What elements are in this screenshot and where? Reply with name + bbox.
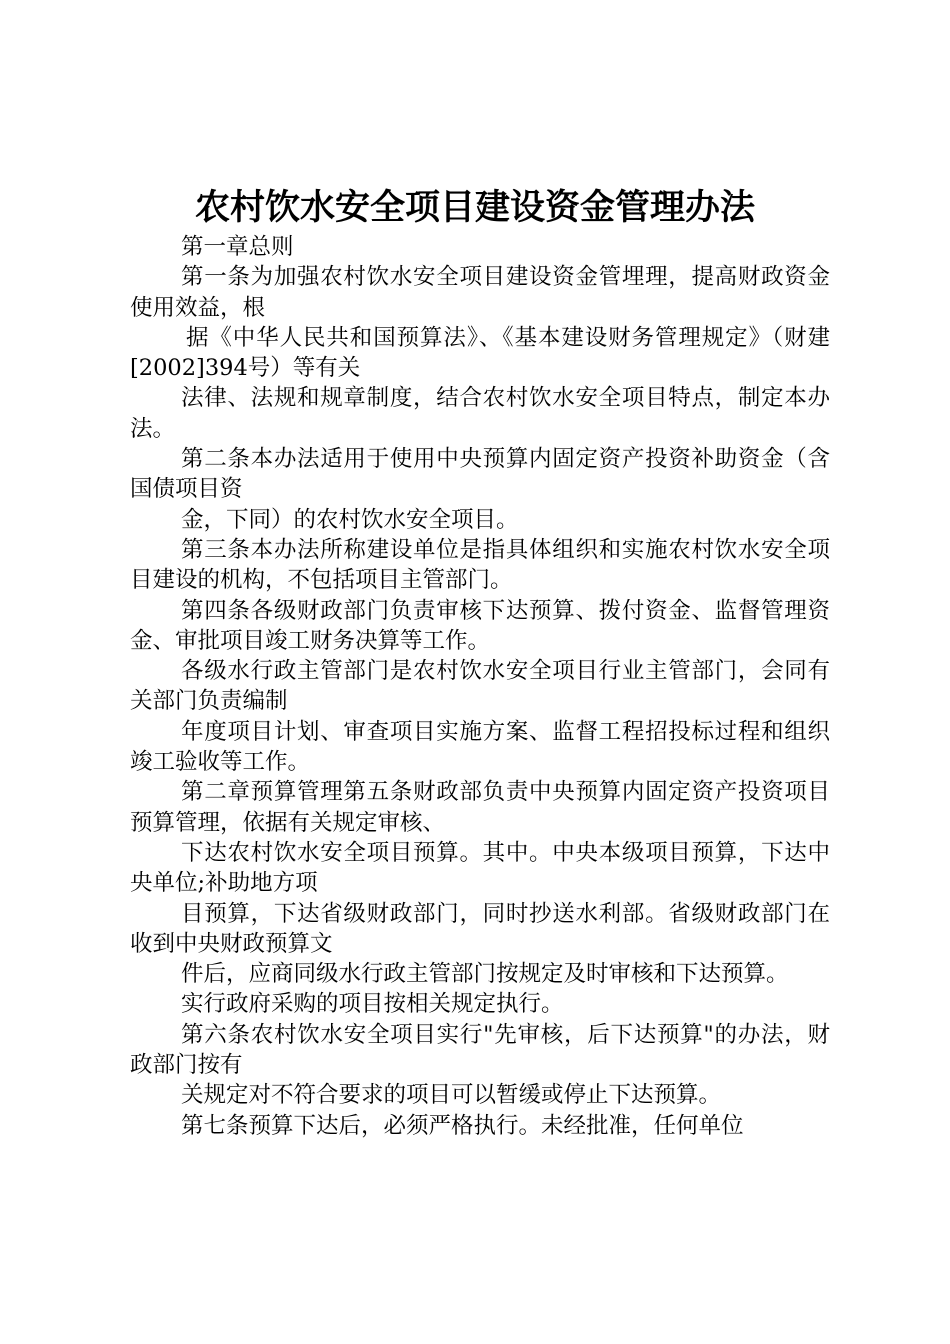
paragraph: 目预算，下达省级财政部门，同时抄送水利部。省级财政部门在收到中央财政预算文 — [130, 900, 830, 957]
paragraph: 金，下同）的农村饮水安全项目。 — [181, 506, 519, 533]
paragraph: 年度项目计划、审查项目实施方案、监督工程招投标过程和组织竣工验收等工作。 — [130, 718, 830, 776]
paragraph: 第二章预算管理第五条财政部负责中央预算内固定资产投资项目预算管理，依据有关规定审核、 — [130, 779, 830, 836]
document-title: 农村饮水安全项目建设资金管理办法 — [194, 187, 755, 228]
paragraph: 下达农村饮水安全项目预算。其中。中央本级项目预算，下达中央单位;补助地方项 — [130, 839, 830, 897]
paragraph: 关规定对不符合要求的项目可以暂缓或停止下达预算。 — [181, 1082, 722, 1109]
paragraph: 件后，应商同级水行政主管部门按规定及时审核和下达预算。 — [181, 961, 789, 988]
paragraph: 据《中华人民共和国预算法》、《基本建设财务管理规定》（财建[2002]394号）等有关 — [130, 324, 830, 382]
paragraph: 第一条为加强农村饮水安全项目建设资金管埋理，提高财政资金使用效益，根 — [130, 264, 830, 321]
paragraph: 第六条农村饮水安全项目实行"先审核，后下达预算"的办法，财政部门按有 — [130, 1021, 830, 1079]
paragraph: 第四条各级财政部门负责审核下达预算、拨付资金、监督管理资金、审批项目竣工财务决算等工作。 — [130, 597, 830, 654]
paragraph: 第一章总则 — [181, 234, 294, 260]
paragraph: 实行政府采购的项目按相关规定执行。 — [181, 991, 564, 1018]
paragraph: 第七条预算下达后，必须严格执行。未经批准，任何单位 — [181, 1112, 744, 1139]
paragraph: 法律、法规和规章制度，结合农村饮水安全项目特点，制定本办法。 — [130, 385, 830, 442]
paragraph: 各级水行政主管部门是农村饮水安全项目行业主管部门，会同有关部门负责编制 — [130, 658, 830, 715]
paragraph: 第二条本办法适用于使用中央预算内固定资产投资补助资金（含国债项目资 — [130, 446, 830, 503]
paragraph: 第三条本办法所称建设单位是指具体组织和实施农村饮水安全项目建设的机构，不包括项目主管部门。 — [130, 536, 830, 594]
document-body — [130, 232, 830, 1141]
